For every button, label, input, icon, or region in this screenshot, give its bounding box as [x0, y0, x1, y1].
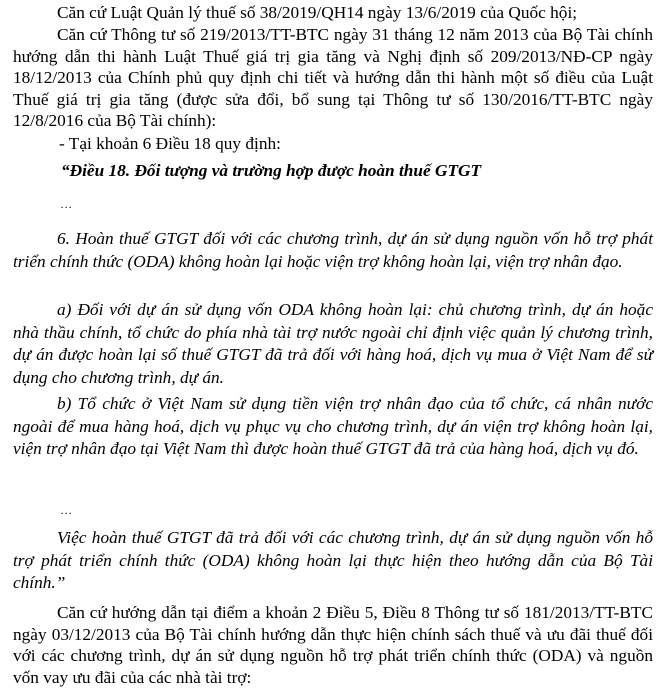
paragraph-legal-basis-circular-219: Căn cứ Thông tư số 219/2013/TT-BTC ngày 31 tháng 12 năm 2013 của Bộ Tài chính hướng dẫn thi hành Luật Thuế giá trị gia tăng và Nghị định số 209/2013/NĐ-CP ngày 18/12/2013 của Chính phủ quy định chi tiết và hướng dẫn thi hành một số điều của Luật Thuế giá trị gia tăng (được sửa đổi, bổ sung tại Thông tư số 130/2016/TT-BTC ngày 12/8/2016 của Bộ Tài chính): [13, 25, 653, 130]
quote-point-b: b) Tổ chức ở Việt Nam sử dụng tiền viện trợ nhân đạo của tổ chức, cá nhân nước ngoài để mua hàng hoá, dịch vụ phục vụ cho chương trình, dự án viện trợ không hoàn lại, viện trợ nhân đạo tại Việt Nam thì được hoàn thuế GTGT đã trả của hàng hoá, dịch vụ đó. [13, 394, 653, 458]
quote-closing: Việc hoàn thuế GTGT đã trả đối với các chương trình, dự án sử dụng nguồn vốn hỗ trợ phát triển chính thức (ODA) không hoàn lại thực hiện theo hướng dẫn của Bộ Tài chính.” [13, 528, 653, 592]
ellipsis-2: … [61, 503, 72, 517]
paragraph-legal-basis-circular-181: Căn cứ hướng dẫn tại điểm a khoản 2 Điều 5, Điều 8 Thông tư số 181/2013/TT-BTC ngày 03/12/2013 của Bộ Tài chính hướng dẫn thực hiện chính sách thuế và ưu đãi thuế đối với các chương trình, dự án sử dụng nguồn hỗ trợ phát triển chính thức (ODA) và nguồn vốn vay ưu đãi của các nhà tài trợ: [13, 603, 653, 687]
paragraph-legal-basis-tax-admin-law: Căn cứ Luật Quản lý thuế số 38/2019/QH14 ngày 13/6/2019 của Quốc hội; [57, 3, 578, 22]
paragraph-clause-6-article-18: - Tại khoản 6 Điều 18 quy định: [59, 134, 281, 153]
quote-article-18-title: “Điều 18. Đối tượng và trường hợp được hoàn thuế GTGT [61, 161, 482, 180]
quote-point-a: a) Đối với dự án sử dụng vốn ODA không hoàn lại: chủ chương trình, dự án hoặc nhà thầu chính, tổ chức do phía nhà tài trợ nước ngoài chỉ định việc quản lý chương trình, dự án được hoàn lại số thuế GTGT đã trả đối với hàng hoá, dịch vụ mua ở Việt Nam để sử dụng cho chương trình, dự án. [13, 300, 653, 387]
ellipsis-1: … [61, 197, 72, 211]
quote-clause-6: 6. Hoàn thuế GTGT đối với các chương trình, dự án sử dụng nguồn vốn hỗ trợ phát triển chính thức (ODA) không hoàn lại hoặc viện trợ không hoàn lại, viện trợ nhân đạo. [13, 229, 653, 271]
